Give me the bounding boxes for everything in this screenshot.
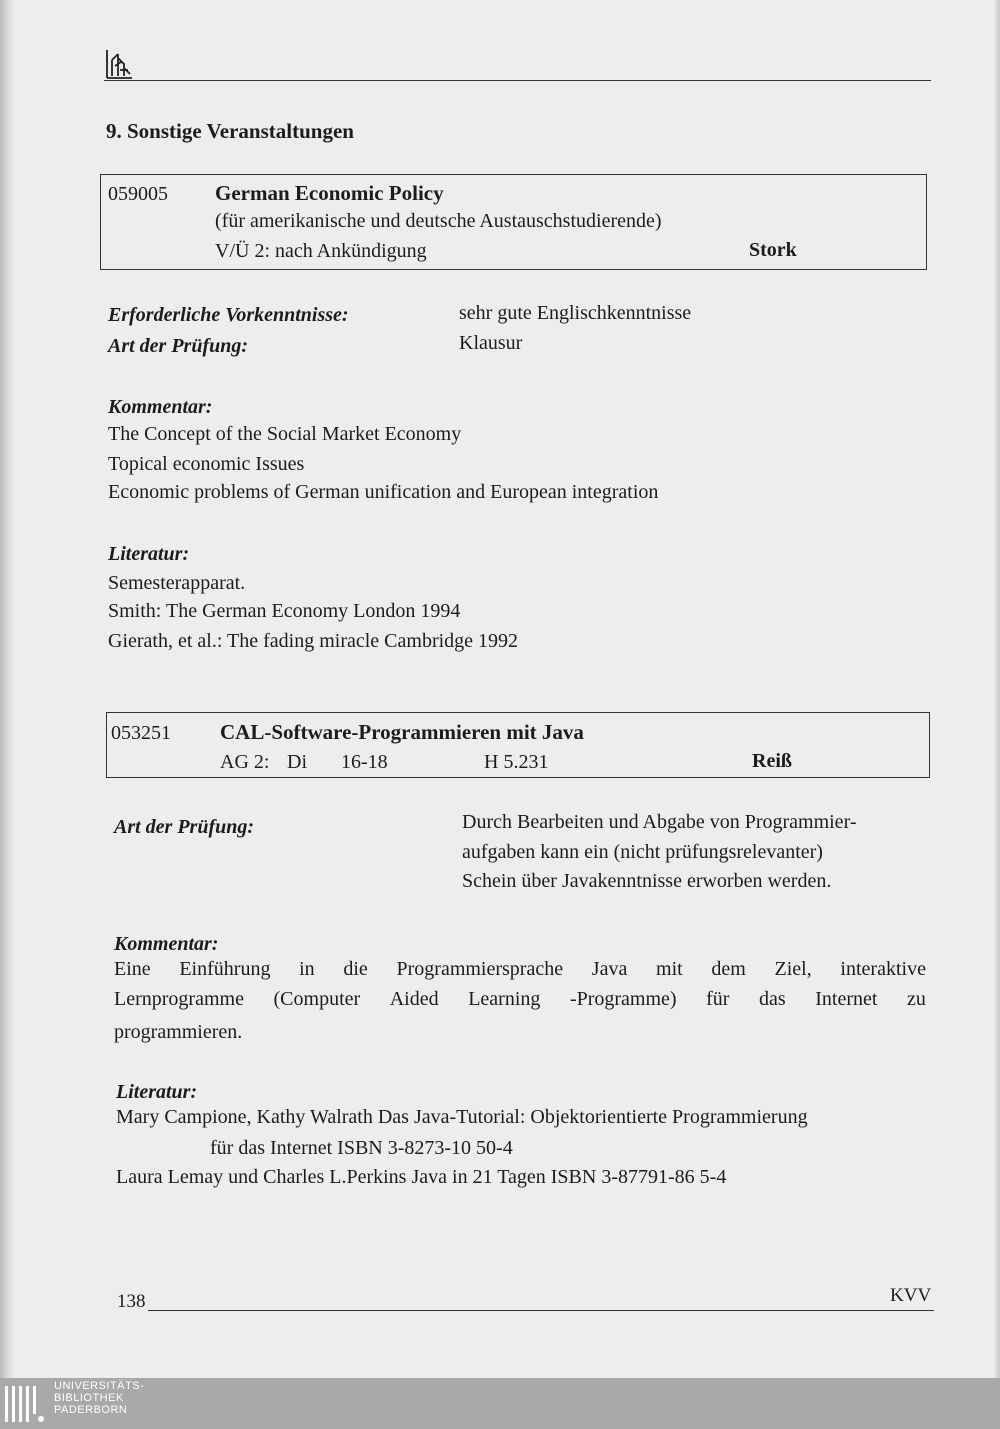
library-barcode-icon [4,1382,48,1426]
word: Programmiersprache [396,958,564,980]
literature-line: für das Internet ISBN 3-8273-10 50-4 [210,1137,513,1159]
course-number: 053251 [111,722,171,744]
course-title: German Economic Policy [215,181,444,205]
word: für [706,988,730,1010]
literature-label: Literatur: [108,543,190,565]
prereq-label: Erforderliche Vorkenntnisse: [108,304,349,326]
page-right-edge [994,0,1000,1378]
course-lecturer: Stork [749,239,797,261]
course-number: 059005 [108,183,168,205]
exam-line: aufgaben kann ein (nicht prüfungsrelevanter) [462,841,823,863]
comment-label: Kommentar: [108,396,213,418]
library-line: BIBLIOTHEK [54,1392,124,1404]
course-day: Di [287,751,307,773]
comment-line [114,958,926,981]
library-line: PADERBORN [54,1404,128,1416]
exam-label: Art der Prüfung: [108,335,249,357]
comment-label: Kommentar: [114,933,219,955]
word: die [343,958,368,980]
comment-line: Economic problems of German unification and European integration [108,481,659,503]
word: das [759,988,786,1010]
word: Internet [815,988,878,1010]
library-name [54,1380,144,1416]
word: (Computer [273,988,361,1010]
comment-line: programmieren. [114,1021,243,1043]
header-rule [104,80,931,81]
course-schedule: V/Ü 2: nach Ankündigung [215,240,427,262]
library-footer-bar [0,1378,1000,1429]
literature-line: Semesterapparat. [108,572,246,594]
comment-line: Topical economic Issues [108,453,305,475]
word: Learning [468,988,541,1010]
exam-line: Durch Bearbeiten und Abgabe von Programmier- [462,811,857,833]
comment-line [114,988,926,1011]
word: Eine [114,958,151,980]
word: -Programme) [569,988,677,1010]
prereq-value: sehr gute Englischkenntnisse [459,302,692,324]
course-room: H 5.231 [484,751,549,773]
section-title: 9. Sonstige Veranstaltungen [106,119,354,143]
course-title: CAL-Software-Programmieren mit Java [220,720,584,744]
library-line: UNIVERSITÄTS- [54,1380,145,1392]
literature-label: Literatur: [116,1081,198,1103]
word: Ziel, [774,958,812,980]
literature-line: Laura Lemay und Charles L.Perkins Java in 21 Tagen ISBN 3-87791-86 5-4 [116,1166,727,1188]
word: Lernprogramme [114,988,244,1010]
word: zu [907,988,926,1010]
literature-line: Gierath, et al.: The fading miracle Cambridge 1992 [108,630,519,652]
course-time: 16-18 [341,751,388,773]
exam-value: Klausur [459,332,523,354]
word: mit [656,958,683,980]
footer-label: KVV [890,1285,932,1306]
literature-line: Smith: The German Economy London 1994 [108,600,461,622]
course-lecturer: Reiß [752,750,792,772]
word: Einführung [179,958,271,980]
word: Java [591,958,628,980]
exam-line: Schein über Javakenntnisse erworben werden. [462,870,832,892]
word: interaktive [840,958,926,980]
word: Aided [389,988,439,1010]
exam-label: Art der Prüfung: [114,816,255,838]
kvv-logo-icon [104,48,134,80]
word: dem [711,958,746,980]
comment-line: The Concept of the Social Market Economy [108,423,462,445]
page-number: 138 [117,1291,146,1312]
page-binding-edge [0,0,14,1378]
literature-line: Mary Campione, Kathy Walrath Das Java-Tutorial: Objektorientierte Programmierung [116,1106,808,1128]
course-subtitle: (für amerikanische und deutsche Austauschstudierende) [215,210,662,232]
word: in [299,958,315,980]
course-type: AG 2: [220,751,270,773]
footer-rule [148,1310,934,1311]
